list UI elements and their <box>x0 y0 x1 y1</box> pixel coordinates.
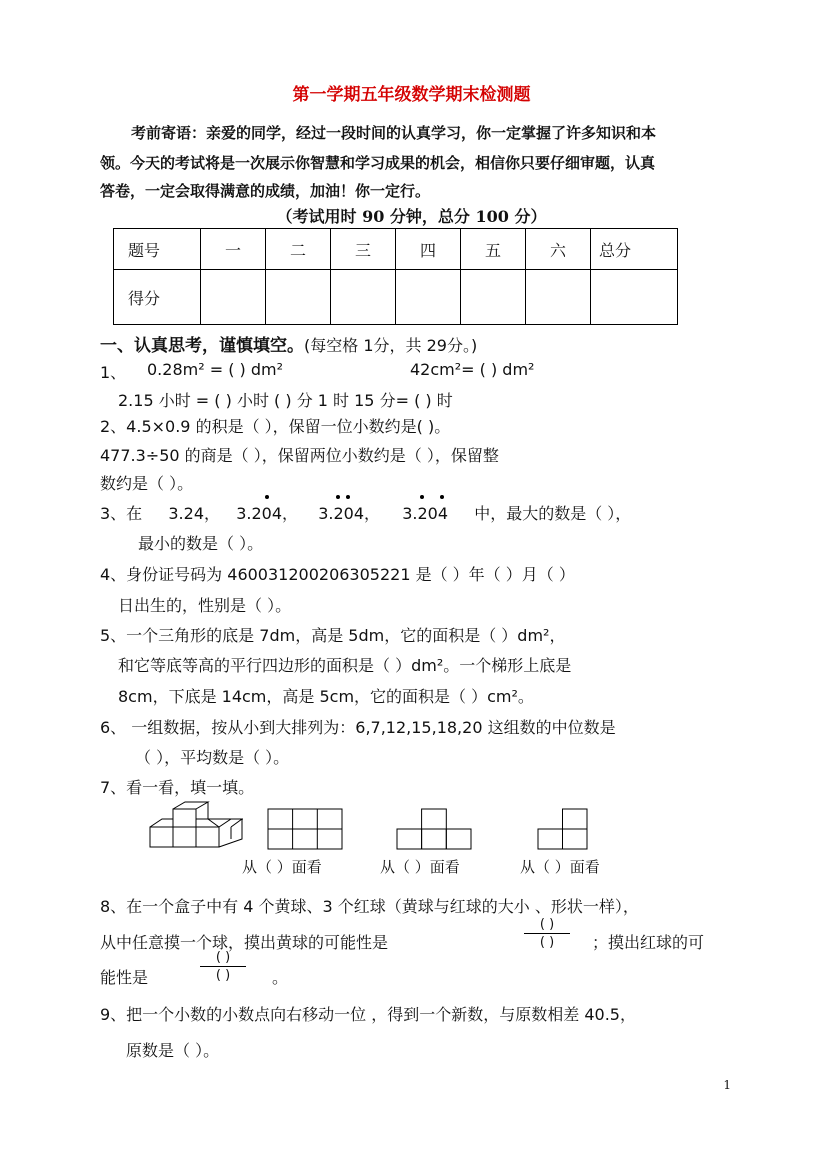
exam-time: （考试用时 90 分钟，总分 100 分） <box>276 207 547 226</box>
score-cell <box>266 270 331 325</box>
score-table <box>113 228 678 325</box>
fraction-blank-yellow <box>524 917 570 950</box>
question-3-line-1 <box>100 501 631 524</box>
question-4-line-2: 日出生的，性别是（ ）。 <box>118 596 292 615</box>
question-6-line-2: （ ），平均数是（ ）。 <box>135 748 290 767</box>
question-7-text: 7、看一看，填一填。 <box>100 778 255 797</box>
question-6-line-1: 6、 一组数据，按从小到大排列为：6,7,12,15,18,20 这组数的中位数是 <box>100 718 616 737</box>
question-3-suffix: 中，最大的数是（ ）， <box>474 504 632 523</box>
intro-line-3: 答卷，一定会取得满意的成绩，加油！你一定行。 <box>100 182 431 200</box>
fraction-blank-red <box>200 950 246 983</box>
score-row-label: 得分 <box>114 270 201 325</box>
question-5-line-1: 5、一个三角形的底是 7dm，高是 5dm，它的面积是（ ）dm²， <box>100 626 566 645</box>
score-header-3: 三 <box>331 229 396 270</box>
figure-caption-3: 从（ ）面看 <box>520 858 600 876</box>
fraction-numerator: ( ) <box>215 950 231 965</box>
question-4-line-1: 4、身份证号码为 460031200206305221 是（ ）年（ ）月（ ） <box>100 565 575 584</box>
question-2-line-3: 数约是（ ）。 <box>100 474 194 493</box>
fraction-denominator: ( ) <box>215 968 231 983</box>
number-3-24: 3.24， <box>168 504 221 523</box>
figure-caption-2: 从（ ）面看 <box>380 858 460 876</box>
section-1-note: (每空格 1分，共 29分。) <box>304 336 478 355</box>
view-t-shape-figure <box>396 808 472 850</box>
question-8-line-1: 8、在一个盒子中有 4 个黄球、3 个红球（黄球与红球的大小 、形状一样）， <box>100 897 639 916</box>
question-3-prefix: 3、在 <box>100 504 143 523</box>
score-header-6: 六 <box>526 229 591 270</box>
figure-caption-1: 从（ ）面看 <box>242 858 322 876</box>
page-title: 第一学期五年级数学期末检测题 <box>292 85 531 105</box>
cube-stack-figure <box>148 801 244 849</box>
fraction-numerator: ( ) <box>539 917 555 932</box>
score-cell <box>526 270 591 325</box>
front-view-grid-figure <box>267 808 343 850</box>
section-1-title: 一、认真思考，谨慎填空。 <box>100 336 304 356</box>
score-header-label: 题号 <box>114 229 201 270</box>
intro-line-2: 领。今天的考试将是一次展示你智慧和学习成果的机会，相信你只要仔细审题，认真 <box>100 154 656 172</box>
question-1-part-a: 0.28m² = ( ) dm² <box>147 360 284 379</box>
question-1-number: 1、 <box>100 363 127 382</box>
question-8-line-3-end: 。 <box>272 968 289 987</box>
score-cell <box>396 270 461 325</box>
question-1-part-b: 42cm²= ( ) dm² <box>410 360 535 379</box>
number-repeating-1: 3.20 4， <box>236 504 298 523</box>
section-1-heading <box>100 331 477 356</box>
question-8-line-2-end: ；摸出红球的可 <box>592 933 705 952</box>
score-cell <box>461 270 526 325</box>
fraction-denominator: ( ) <box>539 935 555 950</box>
question-3-line-2: 最小的数是（ ）。 <box>138 534 264 553</box>
score-header-4: 四 <box>396 229 461 270</box>
question-9-line-1: 9、把一个小数的小数点向右移动一位 ，得到一个新数，与原数相差 40.5， <box>100 1005 636 1024</box>
side-view-l-shape-figure <box>537 808 589 850</box>
question-5-line-2: 和它等底等高的平行四边形的面积是（ ）dm²。一个梯形上底是 <box>118 656 572 675</box>
score-cell <box>591 270 678 325</box>
score-cell <box>331 270 396 325</box>
score-cell <box>201 270 266 325</box>
question-1-part-c: 2.15 小时 = ( ) 小时 ( ) 分 1 时 15 分= ( ) 时 <box>118 391 453 410</box>
question-2-line-2: 477.3÷50 的商是（ ），保留两位小数约是（ ），保留整 <box>100 446 499 465</box>
question-5-line-3: 8cm，下底是 14cm，高是 5cm，它的面积是（ ）cm²。 <box>118 687 534 706</box>
number-repeating-2: 3.20 4， <box>318 504 380 523</box>
score-header-total: 总分 <box>591 229 678 270</box>
question-9-line-2: 原数是（ ）。 <box>126 1041 220 1060</box>
score-header-5: 五 <box>461 229 526 270</box>
question-2-line-1: 2、4.5×0.9 的积是（ ），保留一位小数约是( )。 <box>100 417 451 436</box>
question-8-line-3: 能性是 <box>100 968 149 987</box>
intro-line-1: 考前寄语：亲爱的同学，经过一段时间的认真学习，你一定掌握了许多知识和本 <box>131 124 657 142</box>
score-header-1: 一 <box>201 229 266 270</box>
question-8-line-2: 从中任意摸一个球，摸出黄球的可能性是 <box>100 933 389 952</box>
number-repeating-3: 3.204 <box>402 504 448 523</box>
page-number: 1 <box>723 1078 731 1092</box>
score-header-2: 二 <box>266 229 331 270</box>
